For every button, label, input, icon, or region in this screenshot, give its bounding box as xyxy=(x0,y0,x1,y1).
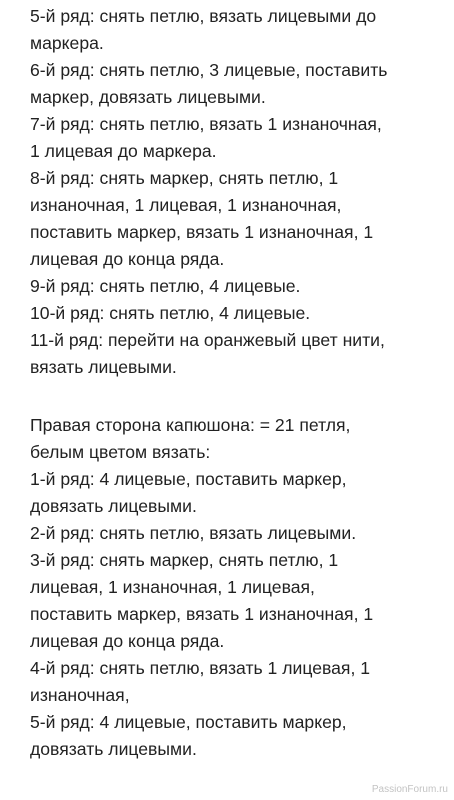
text-line: 7-й ряд: снять петлю, вязать 1 изнаночная, xyxy=(30,114,382,134)
text-line: поставить маркер, вязать 1 изнаночная, 1 xyxy=(30,222,374,242)
text-line: лицевая до конца ряда. xyxy=(30,249,225,269)
text-line: 2-й ряд: снять петлю, вязать лицевыми. xyxy=(30,523,357,543)
text-line: маркера. xyxy=(30,33,104,53)
text-line: 4-й ряд: снять петлю, вязать 1 лицевая, 1 xyxy=(30,658,371,678)
text-line: изнаночная, xyxy=(30,685,130,705)
paragraph-right-hood-side xyxy=(32,412,438,763)
text-line: 8-й ряд: снять маркер, снять петлю, 1 xyxy=(30,168,339,188)
text-line: довязать лицевыми. xyxy=(30,496,197,516)
text-line: Правая сторона капюшона: = 21 петля, xyxy=(30,415,351,435)
text-line: маркер, довязать лицевыми. xyxy=(30,87,266,107)
text-line: 11-й ряд: перейти на оранжевый цвет нити, xyxy=(30,330,385,350)
text-line: 10-й ряд: снять петлю, 4 лицевые. xyxy=(30,303,311,323)
text-line: 6-й ряд: снять петлю, 3 лицевые, поставить xyxy=(30,60,388,80)
text-line: 1-й ряд: 4 лицевые, поставить маркер, xyxy=(30,469,347,489)
text-line: поставить маркер, вязать 1 изнаночная, 1 xyxy=(30,604,374,624)
text-line: вязать лицевыми. xyxy=(30,357,177,377)
text-line: довязать лицевыми. xyxy=(30,739,197,759)
text-line: 5-й ряд: 4 лицевые, поставить маркер, xyxy=(30,712,347,732)
text-line: лицевая до конца ряда. xyxy=(30,631,225,651)
text-line: 9-й ряд: снять петлю, 4 лицевые. xyxy=(30,276,301,296)
text-line: изнаночная, 1 лицевая, 1 изнаночная, xyxy=(30,195,342,215)
text-line: лицевая, 1 изнаночная, 1 лицевая, xyxy=(30,577,315,597)
text-line: 5-й ряд: снять петлю, вязать лицевыми до xyxy=(30,6,377,26)
text-line: 3-й ряд: снять маркер, снять петлю, 1 xyxy=(30,550,339,570)
paragraph-rows-5-to-11 xyxy=(32,3,438,381)
watermark: PassionForum.ru xyxy=(371,784,448,795)
text-line: 1 лицевая до маркера. xyxy=(30,141,217,161)
text-line: белым цветом вязать: xyxy=(30,442,211,462)
